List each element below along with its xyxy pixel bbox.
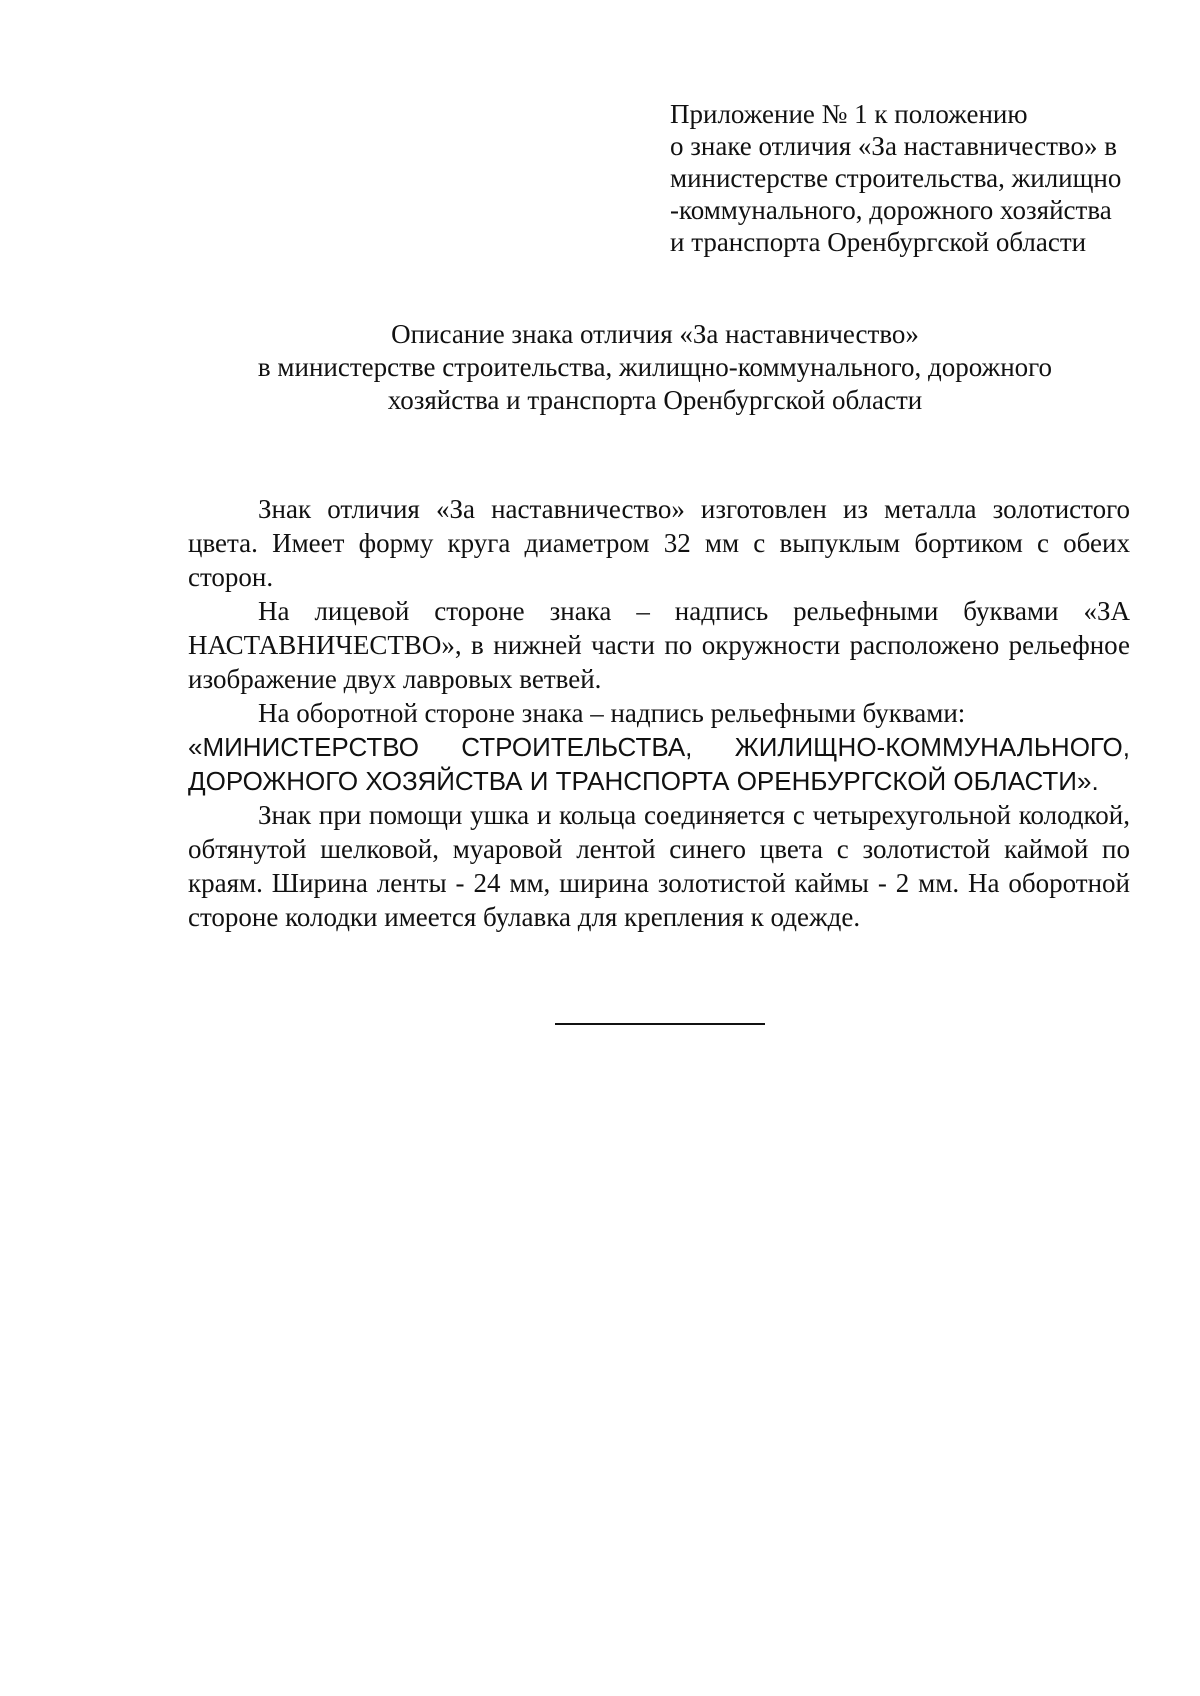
- appendix-line: и транспорта Оренбургской области: [670, 227, 1087, 257]
- appendix-line: -коммунального, дорожного хозяйства: [670, 195, 1112, 225]
- title-line: хозяйства и транспорта Оренбургской области: [387, 385, 923, 415]
- appendix-header: [670, 98, 1190, 258]
- appendix-line: Приложение № 1 к положению: [670, 99, 1028, 129]
- appendix-line: о знаке отличия «За наставничество» в: [670, 131, 1117, 161]
- closing-divider: [555, 1023, 765, 1025]
- body-paragraph: Знак отличия «За наставничество» изготовлен из металла золотистого цвета. Имеет форму круга диаметром 32 мм с выпуклым бортиком с обеих сторон.: [188, 494, 1130, 592]
- document-title: [190, 318, 1120, 417]
- body-paragraph: Знак при помощи ушка и кольца соединяется с четырехугольной колодкой, обтянутой шелковой, муаровой лентой синего цвета с золотистой каймой по краям. Ширина ленты - 24 мм, ширина золотистой каймы - 2 мм. На оборотной стороне колодки имеется булавка для крепления к одежде.: [188, 800, 1130, 932]
- appendix-line: министерстве строительства, жилищно: [670, 163, 1122, 193]
- title-line: в министерстве строительства, жилищно-коммунального, дорожного: [257, 352, 1053, 382]
- body-paragraph: На лицевой стороне знака – надпись рельефными буквами «ЗА НАСТАВНИЧЕСТВО», в нижней части по окружности расположено рельефное изображение двух лавровых ветвей.: [188, 596, 1130, 694]
- body-paragraph-inscription: «МИНИСТЕРСТВО СТРОИТЕЛЬСТВА, ЖИЛИЩНО-КОММУНАЛЬНОГО, ДОРОЖНОГО ХОЗЯЙСТВА И ТРАНСПОРТА ОРЕНБУРГСКОЙ ОБЛАСТИ».: [188, 732, 1130, 796]
- body-paragraph: На оборотной стороне знака – надпись рельефными буквами:: [258, 698, 966, 728]
- document-body: [188, 492, 1130, 934]
- title-line: Описание знака отличия «За наставничество»: [391, 319, 919, 349]
